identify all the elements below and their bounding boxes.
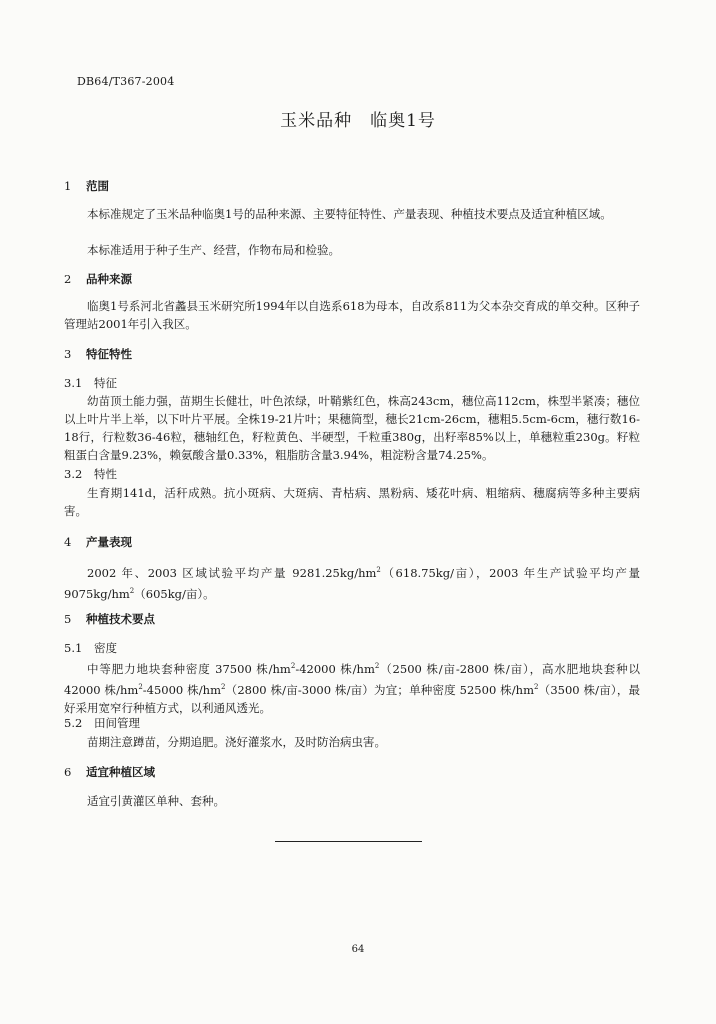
- section-4-paragraph: [64, 561, 640, 603]
- document-code: DB64/T367-2004: [77, 75, 175, 88]
- section-1-number: 1: [64, 179, 72, 193]
- page-title: 玉米品种 临奥1号: [280, 111, 436, 131]
- section-6-title: 适宜种植区域: [86, 765, 155, 779]
- section-6-heading: [64, 764, 155, 780]
- density-text-c: （2500 株/亩-2800 株/亩），高水肥地块套种以 42000 株/hm: [64, 661, 640, 697]
- section-1-title: 范围: [86, 179, 109, 193]
- superscript: 2: [533, 682, 539, 691]
- section-5-title: 种植技术要点: [86, 612, 155, 626]
- section-3-2-title: 特性: [94, 467, 117, 481]
- superscript: 2: [374, 662, 380, 670]
- section-2-number: 2: [64, 272, 72, 286]
- density-text-b: -42000 株/hm: [295, 661, 375, 676]
- section-4-title: 产量表现: [86, 535, 132, 549]
- section-1-paragraph-1: 本标准规定了玉米品种临奥1号的品种来源、主要特征特性、产量表现、种植技术要点及适宜种植区域。: [87, 207, 612, 221]
- superscript: 2: [138, 682, 143, 691]
- density-text-f: （3500 株/亩），最好采用宽窄行种植方式，以利通风透光。: [64, 682, 641, 715]
- section-3-title: 特征特性: [86, 347, 132, 361]
- section-3-1-heading: [64, 375, 117, 391]
- section-5-2-title: 田间管理: [94, 716, 140, 730]
- superscript: 2: [376, 566, 381, 574]
- section-1-heading: [64, 178, 109, 194]
- section-6-paragraph: 适宜引黄灌区单种、套种。: [87, 794, 225, 808]
- section-5-1-heading: [64, 640, 117, 656]
- superscript: 2: [129, 586, 135, 595]
- section-3-1-paragraph: 幼苗顶土能力强，苗期生长健壮，叶色浓绿，叶鞘紫红色，株高243cm，穗位高112cm，株型半紧凑；穗位以上叶片半上举，以下叶片平展。全株19-21片叶；果穗筒型，穗长21cm-26cm，穗粗5.5cm-6cm，穗行数16-18行，行粒数36-46粒，穗轴红色，籽粒黄色、半硬型，千粒重380g，出籽率85%以上，单穗粒重230g。籽粒粗蛋白含量9.23%，赖氨酸含量0.33%，粗脂肪含量3.94%，粗淀粉含量74.25%。: [64, 394, 640, 462]
- page-number: 64: [351, 944, 365, 955]
- section-3-2-paragraph: 生育期141d，活秆成熟。抗小斑病、大斑病、青枯病、黑粉病、矮花叶病、粗缩病、穗腐病等多种主要病害。: [64, 486, 640, 518]
- section-5-1-paragraph: [64, 657, 640, 717]
- end-rule: [275, 841, 422, 842]
- section-3-1-title: 特征: [94, 376, 117, 390]
- superscript: 2: [290, 662, 296, 670]
- section-5-number: 5: [64, 612, 72, 626]
- section-1-paragraph-2: 本标准适用于种子生产、经营，作物布局和检验。: [87, 243, 340, 257]
- section-5-2-heading: [64, 715, 140, 731]
- section-5-2-number: 5.2: [64, 716, 83, 730]
- section-3-2-number: 3.2: [64, 467, 83, 481]
- section-3-number: 3: [64, 347, 72, 361]
- section-4-heading: [64, 534, 132, 550]
- yield-text-c: （605kg/亩）。: [134, 586, 215, 601]
- section-5-2-paragraph: 苗期注意蹲苗，分期追肥。浇好灌浆水，及时防治病虫害。: [87, 735, 386, 749]
- density-text-d: -45000 株/hm: [142, 682, 221, 697]
- section-3-2-heading: [64, 466, 117, 482]
- density-text-e: （2800 株/亩-3000 株/亩）为宜；单种密度 52500 株/hm: [225, 682, 534, 697]
- superscript: 2: [220, 682, 226, 691]
- section-2-title: 品种来源: [86, 272, 132, 286]
- section-5-heading: [64, 611, 155, 627]
- section-2-paragraph-1: 临奥1号系河北省蠡县玉米研究所1994年以自选系618为母本，自改系811为父本杂交育成的单交种。区种子管理站2001年引入我区。: [64, 299, 640, 331]
- section-3-heading: [64, 346, 132, 362]
- section-5-1-number: 5.1: [64, 641, 83, 655]
- density-text-a: 中等肥力地块套种密度 37500 株/hm: [87, 661, 291, 676]
- section-4-number: 4: [64, 535, 72, 549]
- section-3-1-number: 3.1: [64, 376, 83, 390]
- section-5-1-title: 密度: [94, 641, 117, 655]
- yield-text-a: 2002 年、2003 区域试验平均产量 9281.25kg/hm: [87, 565, 377, 580]
- section-6-number: 6: [64, 765, 72, 779]
- yield-text-b: （618.75kg/亩），2003 年生产试验平均产量 9075kg/hm: [64, 565, 640, 601]
- section-2-heading: [64, 271, 132, 287]
